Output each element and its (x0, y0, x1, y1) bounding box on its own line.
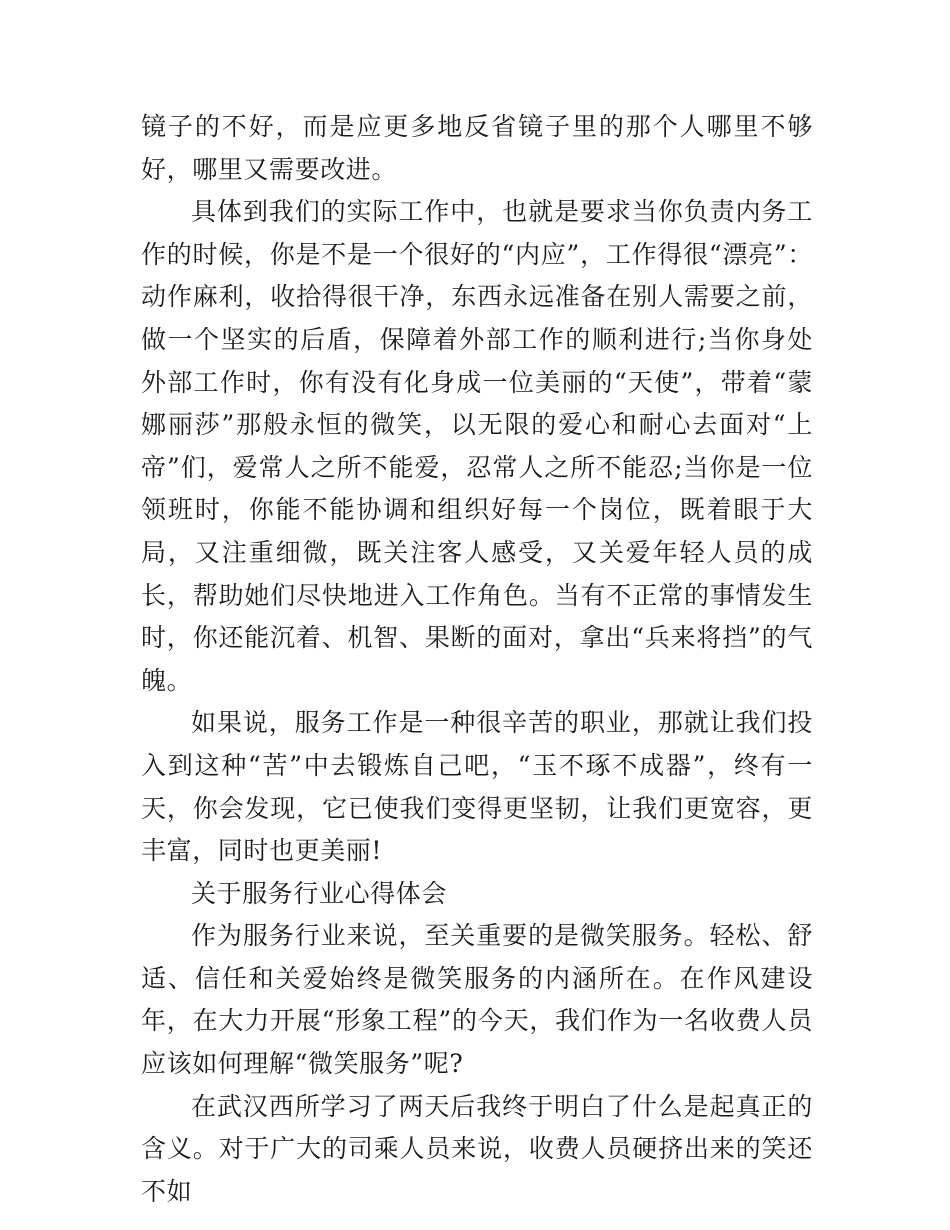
paragraph-hard-work: 如果说，服务工作是一种很辛苦的职业，那就让我们投入到这种“苦”中去锻炼自己吧，“玉不琢不成器”，终有一天，你会发现，它已使我们变得更坚韧，让我们更宽容，更丰富，同时也更美丽! (141, 708, 813, 866)
paragraph-inner-work: 具体到我们的实际工作中，也就是要求当你负责内务工作的时候，你是不是一个很好的“内应”，工作得很“漂亮”：动作麻利，收拾得很干净，东西永远准备在别人需要之前，做一个坚实的后盾，保障着外部工作的顺利进行;当你身处外部工作时，你有没有化身成一位美丽的“天使”，带着“蒙娜丽莎”那般永恒的微笑，以无限的爱心和耐心去面对“上帝”们，爱常人之所不能爱，忍常人之所不能忍;当你是一位领班时，你能不能协调和组织好每一个岗位，既着眼于大局，又注重细微，既关注客人感受，又关爱年轻人员的成长，帮助她们尽快地进入工作角色。当有不正常的事情发生时，你还能沉着、机智、果断的面对，拿出“兵来将挡”的气魄。 (141, 197, 813, 695)
paragraph-wuhan-study: 在武汉西所学习了两天后我终于明白了什么是起真正的含义。对于广大的司乘人员来说，收费人员硬挤出来的笑还不如 (141, 1091, 813, 1206)
body-text (141, 106, 813, 1213)
section-title: 关于服务行业心得体会 (191, 878, 448, 908)
paragraph-continuation: 镜子的不好，而是应更多地反省镜子里的那个人哪里不够好，哪里又需要改进。 (141, 112, 813, 184)
paragraph-smile-service: 作为服务行业来说，至关重要的是微笑服务。轻松、舒适、信任和关爱始终是微笑服务的内涵所在。在作风建设年，在大力开展“形象工程”的今天，我们作为一名收费人员应该如何理解“微笑服务”呢? (141, 921, 813, 1079)
